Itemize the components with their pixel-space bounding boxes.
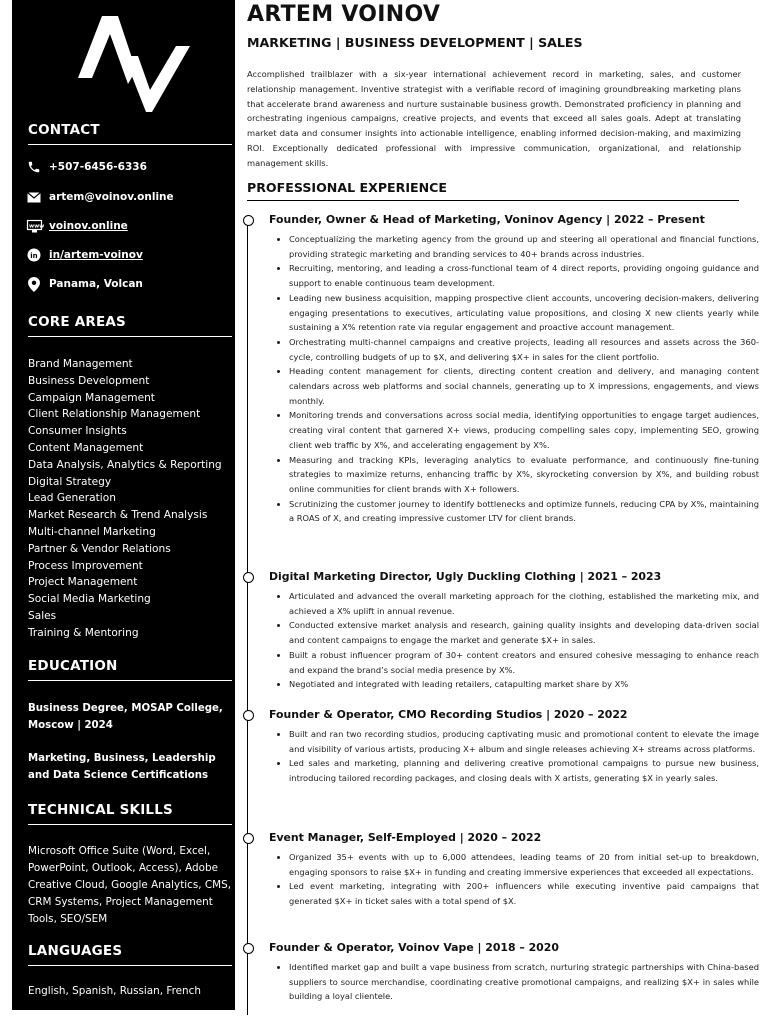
av-logo xyxy=(76,16,192,112)
list-item: Digital Strategy xyxy=(28,475,112,488)
job-bullets xyxy=(269,960,759,1004)
list-item: • Measuring and tracking KPIs, leveraging analytics to evaluate performance, and continuously fine-tuning strategies to maximize returns, enhancing traffic by X%, skyrocketing conversion by X%, and building robust online communities for client brands with X+ followers. xyxy=(289,453,759,497)
list-item: • Conceptualizing the marketing agency from the ground up and steering all operational and financial functions, providing strategic marketing and branding services to 40+ brands across industries. xyxy=(289,232,759,261)
job-bullets xyxy=(269,589,759,692)
web-icon xyxy=(26,218,42,234)
list-item: Data Analysis, Analytics & Reporting xyxy=(28,458,222,471)
timeline-dot xyxy=(243,215,254,226)
education-item: Marketing, Business, Leadership and Data Science Certifications xyxy=(28,753,216,781)
job-bullets xyxy=(269,727,759,786)
job-bullets xyxy=(269,850,759,909)
list-item: Sales xyxy=(28,609,57,622)
phone-text: +507-6456-6336 xyxy=(49,161,147,173)
list-item: • Built and ran two recording studios, producing captivating music and promotional content to elevate the image and visibility of various artists, producing X+ album and single releases achieving X+ streams across platforms. xyxy=(289,727,759,756)
phone-icon xyxy=(26,159,42,175)
job-title: Event Manager, Self-Employed | 2020 – 2022 xyxy=(269,831,542,844)
envelope-icon xyxy=(26,189,42,205)
linkedin-row[interactable] xyxy=(26,246,143,264)
list-item: Process Improvement xyxy=(28,559,143,572)
list-item: • Organized 35+ events with up to 6,000 attendees, leading teams of 20 from initial set-up to breakdown, engaging sponsors to raise $X+ in funding and creating immersive experiences that exceeded all expectations. xyxy=(289,850,759,879)
location-row xyxy=(26,275,143,293)
list-item: Business Development xyxy=(28,374,150,387)
languages-text: English, Spanish, Russian, French xyxy=(28,985,201,997)
phone-row[interactable] xyxy=(26,158,147,176)
languages-heading: LANGUAGES xyxy=(28,943,232,966)
job-title: Founder & Operator, Voinov Vape | 2018 – 2020 xyxy=(269,941,559,954)
core-areas-heading: CORE AREAS xyxy=(28,314,232,337)
list-item: • Scrutinizing the customer journey to identify bottlenecks and optimize funnels, reducing CPA by X%, maintaining a ROAS of X, and creating impressive customer LTV for client brands. xyxy=(289,497,759,526)
candidate-subtitle: MARKETING | BUSINESS DEVELOPMENT | SALES xyxy=(247,35,583,50)
list-item: • Recruiting, mentoring, and leading a cross-functional team of 4 direct reports, providing ongoing guidance and support to enable continuous team development. xyxy=(289,261,759,290)
email-row[interactable] xyxy=(26,188,174,206)
list-item: • Monitoring trends and conversations across social media, identifying opportunities to engage target audiences, creating viral content that garnered X+ views, producing compelling sales copy, implementing SEO, growing client web traffic by X%, and accelerating engagement by X%. xyxy=(289,408,759,452)
technical-skills-heading: TECHNICAL SKILLS xyxy=(28,802,232,825)
list-item: • Led event marketing, integrating with 200+ influencers while executing inventive paid campaigns that generated $X+ in ticket sales with a total spend of $X. xyxy=(289,879,759,908)
list-item: Client Relationship Management xyxy=(28,408,201,421)
linkedin-icon xyxy=(26,247,42,263)
list-item: • Conducted extensive market analysis and research, gaining quality insights and developing data-driven social and content campaigns to engage the market and generate $X+ in sales. xyxy=(289,618,759,647)
list-item: • Identified market gap and built a vape business from scratch, nurturing strategic partnerships with China-based suppliers to source merchandise, coordinating creative promotional campaigns, and realizing $X+ in sales while building a loyal clientele. xyxy=(289,960,759,1004)
education-heading: EDUCATION xyxy=(28,658,232,681)
list-item: • Led sales and marketing, planning and delivering creative promotional campaigns to pursue new business, introducing tailored recording packages, and closing deals with X artists, generating $X in yearly sales. xyxy=(289,756,759,785)
list-item: • Orchestrating multi-channel campaigns and creative projects, leading all resources and assets across the 360-cycle, controlling budgets of up to $X, and delivering $X+ in sales for the client portfolio. xyxy=(289,335,759,364)
location-pin-icon xyxy=(26,276,42,292)
job-title: Founder & Operator, CMO Recording Studios | 2020 – 2022 xyxy=(269,708,628,721)
timeline-dot xyxy=(243,943,254,954)
list-item: • Heading content management for clients, directing content creation and delivery, and managing content calendars across web platforms and social channels, generating up to X impressions, engagements, and views monthly. xyxy=(289,364,759,408)
list-item: Brand Management xyxy=(28,358,133,370)
list-item: Project Management xyxy=(28,576,138,589)
website-link[interactable]: voinov.online xyxy=(49,220,128,232)
list-item: Social Media Marketing xyxy=(28,593,151,606)
education-item: Business Degree, MOSAP College, Moscow | 2024 xyxy=(28,703,223,731)
email-text: artem@voinov.online xyxy=(49,191,174,203)
list-item: • Built a robust influencer program of 30+ content creators and ensured cohesive messaging to enhance reach and expand the brand’s social media presence by X%. xyxy=(289,648,759,677)
list-item: Market Research & Trend Analysis xyxy=(28,509,208,522)
list-item: Multi-channel Marketing xyxy=(28,525,156,538)
timeline-dot xyxy=(243,710,254,721)
list-item: • Negotiated and integrated with leading retailers, catapulting market share by X% xyxy=(289,677,759,692)
candidate-name: ARTEM VOINOV xyxy=(247,2,441,27)
list-item: Consumer Insights xyxy=(28,425,127,438)
location-text: Panama, Volcan xyxy=(49,278,143,290)
core-areas-list xyxy=(28,356,238,642)
timeline-line xyxy=(247,220,248,1015)
svg-text:in: in xyxy=(30,252,38,260)
timeline-dot xyxy=(243,833,254,844)
sidebar xyxy=(12,0,235,1010)
list-item: Lead Generation xyxy=(28,492,116,505)
list-item: • Articulated and advanced the overall marketing approach for the clothing, established the marketing mix, and achieved a X% uplift in annual revenue. xyxy=(289,589,759,618)
job-bullets xyxy=(269,232,759,526)
technical-skills-text: Microsoft Office Suite (Word, Excel, PowerPoint, Outlook, Access), Adobe Creative Cloud, Google Analytics, CMS, CRM Systems, Project Management Tools, SEO/SEM xyxy=(28,845,232,925)
summary-paragraph: Accomplished trailblazer with a six-year international achievement record in marketing, sales, and customer relationship management. Inventive strategist with a verifiable record of imagining groundbreaking marketing plans that accelerate brand awareness and nurture sustainable business growth. Demonstrated proficiency in planning and orchestrating ingenious campaigns, creative projects, and events that exceed all sales goals. Adept at translating market data and consumer insights into actionable intelligence, enabling informed decision-making, and maximizing ROI. Exceptionally dedicated professional with impressive communication, organizational, and relationship management skills. xyxy=(247,69,741,168)
list-item: • Leading new business acquisition, mapping prospective client accounts, uncovering decision-makers, delivering engaging presentations to executives, articulating value propositions, and closing X new clients yearly while sustaining a X% retention rate via regular engagement and proactive account management. xyxy=(289,291,759,335)
list-item: Content Management xyxy=(28,441,144,454)
website-row[interactable] xyxy=(26,217,128,235)
svg-text:www: www xyxy=(28,223,44,229)
timeline-dot xyxy=(243,572,254,583)
list-item: Training & Mentoring xyxy=(28,626,139,639)
job-title: Digital Marketing Director, Ugly Duckling Clothing | 2021 – 2023 xyxy=(269,570,662,583)
list-item: Campaign Management xyxy=(28,391,155,404)
linkedin-link[interactable]: in/artem-voinov xyxy=(49,249,143,261)
job-title: Founder, Owner & Head of Marketing, Voninov Agency | 2022 – Present xyxy=(269,213,705,226)
contact-heading: CONTACT xyxy=(28,122,232,145)
list-item: Partner & Vendor Relations xyxy=(28,542,171,555)
experience-heading: PROFESSIONAL EXPERIENCE xyxy=(247,180,739,201)
